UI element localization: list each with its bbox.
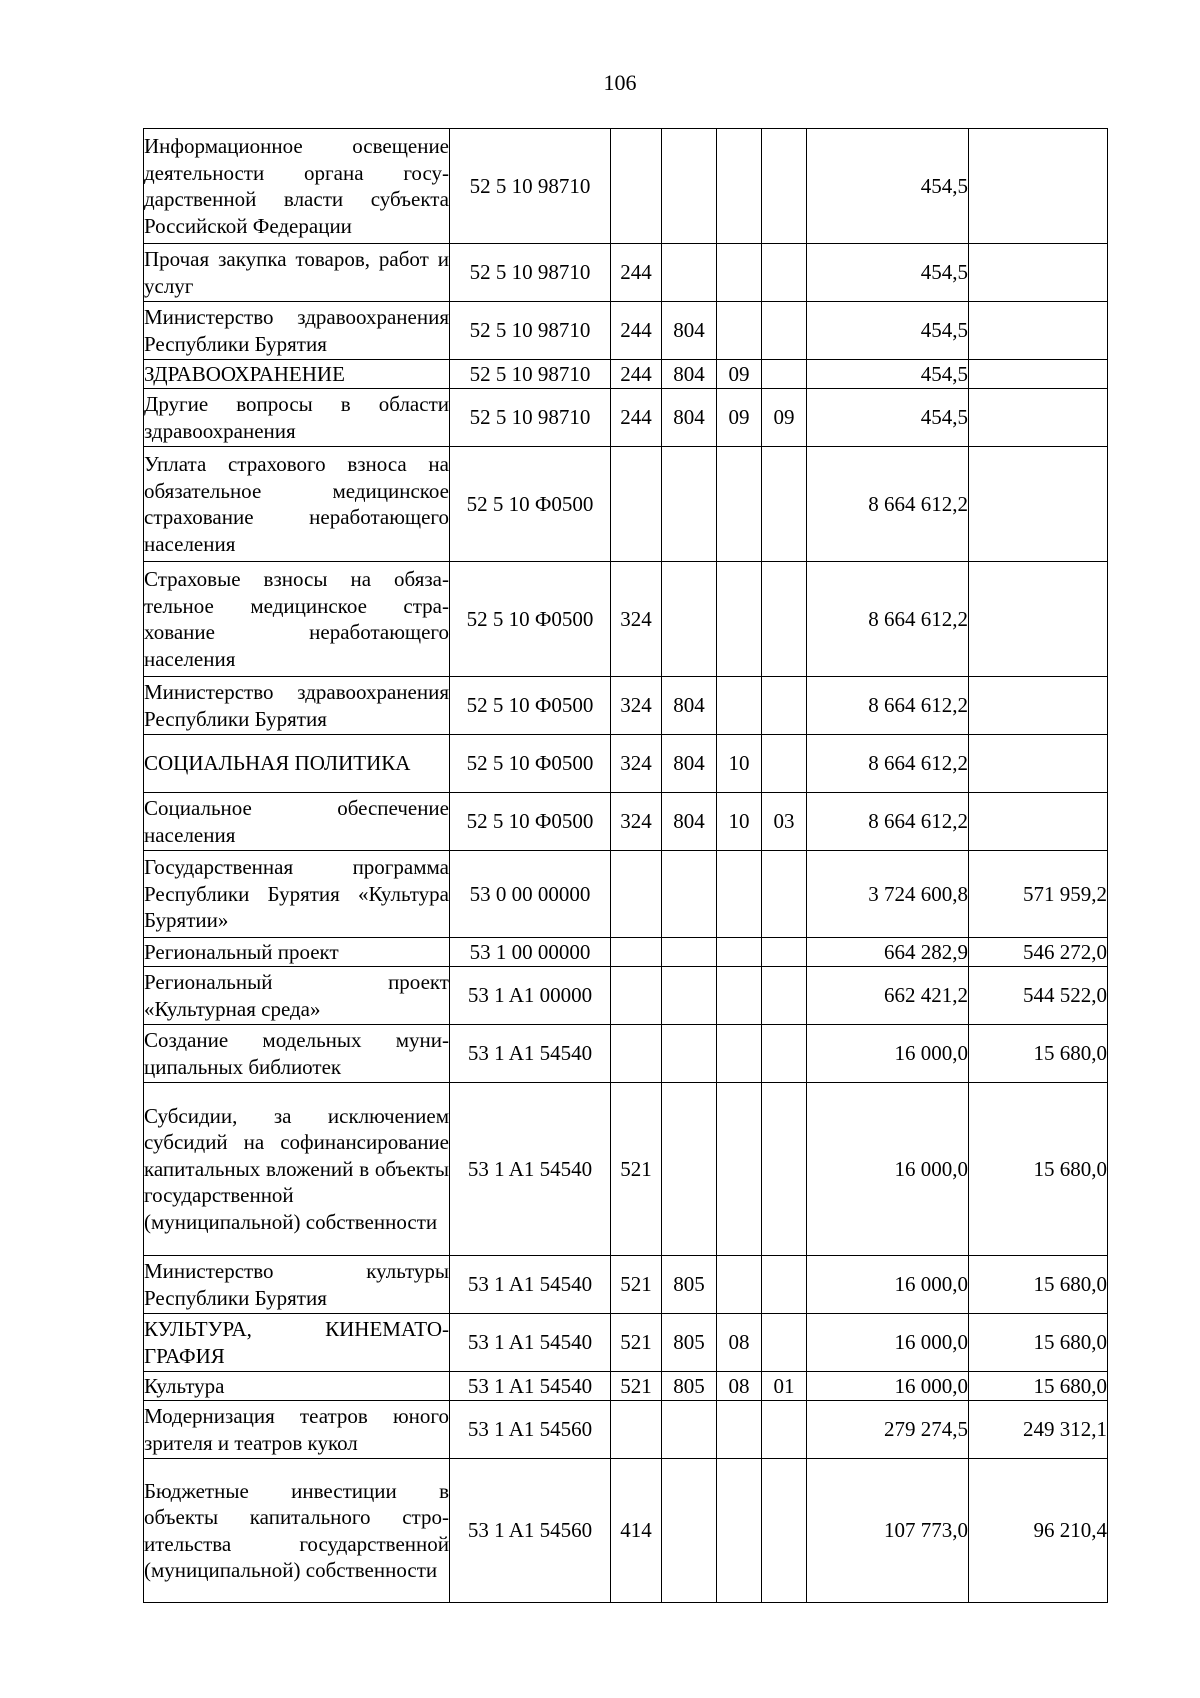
subsection-cell [762, 938, 807, 967]
row-name-cell: Прочая закупка товаров, работ и услуг [144, 244, 450, 302]
amount-total-cell: 16 000,0 [807, 1314, 969, 1372]
table-row [144, 244, 1108, 302]
amount-federal-cell: 249 312,1 [969, 1401, 1108, 1459]
page-number: 106 [603, 70, 637, 95]
subsection-cell [762, 851, 807, 938]
expense-type-cell [611, 129, 662, 244]
expense-type-cell [611, 447, 662, 562]
subsection-cell: 09 [762, 389, 807, 447]
budget-code-cell: 53 1 A1 54540 [450, 1025, 611, 1083]
subsection-cell [762, 562, 807, 677]
subsection-cell [762, 244, 807, 302]
section-cell [717, 1025, 762, 1083]
budget-code-cell: 53 1 A1 00000 [450, 967, 611, 1025]
budget-code-cell: 53 1 A1 54540 [450, 1083, 611, 1256]
amount-total-cell: 454,5 [807, 244, 969, 302]
table-row [144, 735, 1108, 793]
table-row [144, 447, 1108, 562]
ministry-code-cell [662, 967, 717, 1025]
table-row [144, 1083, 1108, 1256]
budget-code-cell: 53 1 A1 54540 [450, 1256, 611, 1314]
section-cell: 10 [717, 793, 762, 851]
subsection-cell [762, 302, 807, 360]
expense-type-cell: 521 [611, 1372, 662, 1401]
amount-total-cell: 107 773,0 [807, 1459, 969, 1603]
subsection-cell: 01 [762, 1372, 807, 1401]
budget-code-cell: 52 5 10 Ф0500 [450, 735, 611, 793]
section-cell: 08 [717, 1314, 762, 1372]
table-row [144, 129, 1108, 244]
budget-code-cell: 52 5 10 98710 [450, 302, 611, 360]
subsection-cell [762, 1459, 807, 1603]
table-row [144, 1372, 1108, 1401]
amount-total-cell: 8 664 612,2 [807, 447, 969, 562]
ministry-code-cell: 804 [662, 360, 717, 389]
budget-code-cell: 53 1 A1 54560 [450, 1401, 611, 1459]
amount-total-cell: 8 664 612,2 [807, 793, 969, 851]
ministry-code-cell: 804 [662, 389, 717, 447]
ministry-code-cell [662, 129, 717, 244]
expense-type-cell [611, 1401, 662, 1459]
section-cell [717, 1401, 762, 1459]
section-cell [717, 677, 762, 735]
section-cell [717, 129, 762, 244]
row-name-cell: Культура [144, 1372, 450, 1401]
section-cell [717, 967, 762, 1025]
ministry-code-cell: 805 [662, 1372, 717, 1401]
section-cell [717, 1256, 762, 1314]
ministry-code-cell: 804 [662, 735, 717, 793]
ministry-code-cell [662, 447, 717, 562]
subsection-cell [762, 677, 807, 735]
ministry-code-cell: 805 [662, 1256, 717, 1314]
section-cell: 09 [717, 389, 762, 447]
amount-total-cell: 3 724 600,8 [807, 851, 969, 938]
table-row [144, 1256, 1108, 1314]
amount-total-cell: 16 000,0 [807, 1372, 969, 1401]
section-cell [717, 302, 762, 360]
ministry-code-cell [662, 562, 717, 677]
amount-federal-cell [969, 735, 1108, 793]
expense-type-cell: 244 [611, 302, 662, 360]
subsection-cell [762, 360, 807, 389]
section-cell: 09 [717, 360, 762, 389]
amount-total-cell: 454,5 [807, 389, 969, 447]
expense-type-cell [611, 1025, 662, 1083]
amount-federal-cell [969, 389, 1108, 447]
budget-code-cell: 53 1 A1 54540 [450, 1372, 611, 1401]
table-row [144, 967, 1108, 1025]
amount-federal-cell: 571 959,2 [969, 851, 1108, 938]
row-name-cell: Социальное обеспечение населения [144, 793, 450, 851]
amount-total-cell: 454,5 [807, 360, 969, 389]
expense-type-cell: 244 [611, 389, 662, 447]
ministry-code-cell: 804 [662, 677, 717, 735]
expense-type-cell [611, 967, 662, 1025]
amount-federal-cell [969, 302, 1108, 360]
budget-table [143, 128, 1108, 1603]
amount-federal-cell [969, 677, 1108, 735]
expense-type-cell: 521 [611, 1083, 662, 1256]
table-row [144, 677, 1108, 735]
amount-total-cell: 454,5 [807, 129, 969, 244]
budget-code-cell: 53 1 00 00000 [450, 938, 611, 967]
amount-federal-cell [969, 360, 1108, 389]
table-row [144, 389, 1108, 447]
table-row [144, 1459, 1108, 1603]
row-name-cell: Региональный проект «Культурная среда» [144, 967, 450, 1025]
budget-code-cell: 52 5 10 Ф0500 [450, 447, 611, 562]
table-row [144, 851, 1108, 938]
row-name-cell: Уплата страхового взноса на обязательное медицинское страхование неработающего населения [144, 447, 450, 562]
section-cell [717, 447, 762, 562]
ministry-code-cell [662, 1083, 717, 1256]
amount-federal-cell: 15 680,0 [969, 1314, 1108, 1372]
budget-code-cell: 52 5 10 98710 [450, 389, 611, 447]
amount-total-cell: 664 282,9 [807, 938, 969, 967]
budget-code-cell: 52 5 10 Ф0500 [450, 562, 611, 677]
expense-type-cell: 244 [611, 244, 662, 302]
budget-code-cell: 53 1 A1 54540 [450, 1314, 611, 1372]
budget-code-cell: 52 5 10 Ф0500 [450, 677, 611, 735]
table-row [144, 1025, 1108, 1083]
row-name-cell: Создание модельных муниципальных библиотек [144, 1025, 450, 1083]
subsection-cell [762, 129, 807, 244]
amount-federal-cell: 15 680,0 [969, 1256, 1108, 1314]
ministry-code-cell: 805 [662, 1314, 717, 1372]
ministry-code-cell [662, 1025, 717, 1083]
budget-code-cell: 53 0 00 00000 [450, 851, 611, 938]
amount-total-cell: 16 000,0 [807, 1256, 969, 1314]
amount-federal-cell: 544 522,0 [969, 967, 1108, 1025]
amount-total-cell: 8 664 612,2 [807, 735, 969, 793]
row-name-cell: Министерство здравоохранения Республики Бурятия [144, 677, 450, 735]
table-row [144, 1314, 1108, 1372]
amount-federal-cell: 15 680,0 [969, 1372, 1108, 1401]
expense-type-cell: 521 [611, 1256, 662, 1314]
row-name-cell: Информационное освещение деятельности органа государственной власти субъекта Российской Федерации [144, 129, 450, 244]
budget-code-cell: 52 5 10 98710 [450, 129, 611, 244]
section-cell [717, 244, 762, 302]
table-row [144, 793, 1108, 851]
expense-type-cell [611, 938, 662, 967]
row-name-cell: Министерство культуры Республики Бурятия [144, 1256, 450, 1314]
row-name-cell: Региональный проект [144, 938, 450, 967]
ministry-code-cell [662, 1401, 717, 1459]
subsection-cell [762, 1256, 807, 1314]
expense-type-cell: 324 [611, 793, 662, 851]
amount-federal-cell [969, 793, 1108, 851]
budget-code-cell: 53 1 A1 54560 [450, 1459, 611, 1603]
ministry-code-cell: 804 [662, 793, 717, 851]
amount-total-cell: 662 421,2 [807, 967, 969, 1025]
subsection-cell [762, 735, 807, 793]
amount-total-cell: 16 000,0 [807, 1025, 969, 1083]
row-name-cell: Другие вопросы в области здравоохранения [144, 389, 450, 447]
expense-type-cell [611, 851, 662, 938]
ministry-code-cell: 804 [662, 302, 717, 360]
expense-type-cell: 244 [611, 360, 662, 389]
budget-code-cell: 52 5 10 Ф0500 [450, 793, 611, 851]
row-name-cell: ЗДРАВООХРАНЕНИЕ [144, 360, 450, 389]
budget-code-cell: 52 5 10 98710 [450, 360, 611, 389]
amount-federal-cell [969, 244, 1108, 302]
table-row [144, 562, 1108, 677]
amount-total-cell: 16 000,0 [807, 1083, 969, 1256]
amount-federal-cell: 96 210,4 [969, 1459, 1108, 1603]
amount-total-cell: 454,5 [807, 302, 969, 360]
amount-total-cell: 8 664 612,2 [807, 677, 969, 735]
table-row [144, 1401, 1108, 1459]
section-cell [717, 1459, 762, 1603]
budget-table-body [144, 129, 1108, 1603]
expense-type-cell: 324 [611, 677, 662, 735]
subsection-cell [762, 1025, 807, 1083]
row-name-cell: Бюджетные инвестиции в объекты капитального строительства государственной (муниципальной) собственности [144, 1459, 450, 1603]
section-cell [717, 562, 762, 677]
ministry-code-cell [662, 244, 717, 302]
expense-type-cell: 414 [611, 1459, 662, 1603]
subsection-cell [762, 1083, 807, 1256]
row-name-cell: Государственная программа Республики Бурятия «Культура Бурятии» [144, 851, 450, 938]
expense-type-cell: 324 [611, 562, 662, 677]
row-name-cell: Министерство здравоохранения Республики Бурятия [144, 302, 450, 360]
ministry-code-cell [662, 938, 717, 967]
row-name-cell: СОЦИАЛЬНАЯ ПОЛИТИКА [144, 735, 450, 793]
section-cell: 08 [717, 1372, 762, 1401]
row-name-cell: КУЛЬТУРА, КИНЕМАТОГРАФИЯ [144, 1314, 450, 1372]
row-name-cell: Модернизация театров юного зрителя и театров кукол [144, 1401, 450, 1459]
section-cell [717, 938, 762, 967]
amount-federal-cell: 546 272,0 [969, 938, 1108, 967]
amount-federal-cell [969, 129, 1108, 244]
row-name-cell: Страховые взносы на обязательное медицинское страхование неработающего населения [144, 562, 450, 677]
row-name-cell: Субсидии, за исключением субсидий на софинансирование капитальных вложений в объекты государственной (муниципальной) собственности [144, 1083, 450, 1256]
amount-federal-cell [969, 447, 1108, 562]
amount-total-cell: 8 664 612,2 [807, 562, 969, 677]
subsection-cell [762, 447, 807, 562]
section-cell: 10 [717, 735, 762, 793]
amount-federal-cell: 15 680,0 [969, 1025, 1108, 1083]
expense-type-cell: 324 [611, 735, 662, 793]
amount-federal-cell: 15 680,0 [969, 1083, 1108, 1256]
budget-code-cell: 52 5 10 98710 [450, 244, 611, 302]
table-row [144, 302, 1108, 360]
table-row [144, 938, 1108, 967]
subsection-cell [762, 1401, 807, 1459]
subsection-cell: 03 [762, 793, 807, 851]
subsection-cell [762, 1314, 807, 1372]
amount-total-cell: 279 274,5 [807, 1401, 969, 1459]
ministry-code-cell [662, 851, 717, 938]
expense-type-cell: 521 [611, 1314, 662, 1372]
subsection-cell [762, 967, 807, 1025]
section-cell [717, 1083, 762, 1256]
table-row [144, 360, 1108, 389]
section-cell [717, 851, 762, 938]
ministry-code-cell [662, 1459, 717, 1603]
amount-federal-cell [969, 562, 1108, 677]
